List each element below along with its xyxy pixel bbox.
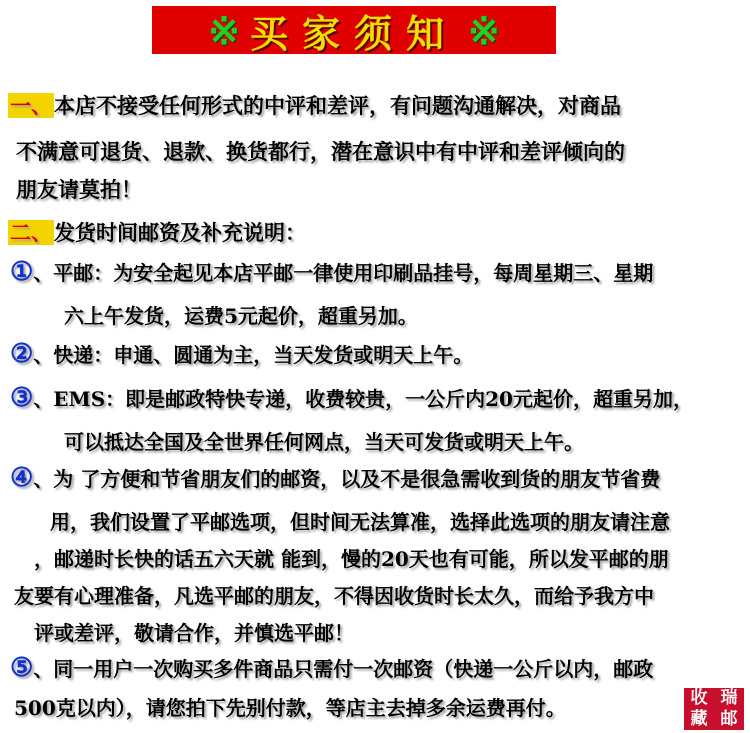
section2-label: 二、 (10, 220, 52, 245)
seal-char-4: 邮 (720, 709, 738, 729)
item5-line2 (14, 694, 566, 722)
item2-text-1: 、快递：申通、圆通为主，当天发货或明天上午。 (33, 343, 474, 367)
item4-line5 (34, 619, 354, 647)
item2-number: ② (10, 339, 34, 369)
section1-line1 (8, 92, 621, 120)
reference-mark-left: ※ (208, 7, 240, 53)
item4-line4 (14, 582, 654, 610)
item4-line2 (50, 508, 670, 536)
shop-seal (684, 688, 744, 730)
item3-text-2: 可以抵达全国及全世界任何网点，当天可发货或明天上午。 (64, 430, 584, 454)
banner-title: 买家须知 (249, 10, 458, 56)
item5-text-1: 、同一用户一次购买多件商品只需付一次邮资（快递一公斤以内，邮政 (33, 657, 654, 681)
item1-text-2: 六上午发货，运费5元起价，超重另加。 (64, 304, 418, 328)
section1-text-1: 本店不接受任何形式的中评和差评，有问题沟通解决，对商品 (54, 93, 621, 118)
item4-text-5: 评或差评，敬请合作，并慎选平邮！ (34, 621, 354, 645)
title-banner (152, 6, 556, 54)
item4-text-2: 用，我们设置了平邮选项，但时间无法算准，选择此选项的朋友请注意 (50, 510, 670, 534)
item5-number: ⑤ (10, 653, 34, 683)
item1-number: ① (10, 257, 34, 287)
item4-text-4: 友要有心理准备，凡选平邮的朋友，不得因收货时长太久，而给予我方中 (14, 584, 654, 608)
seal-char-1: 收 (690, 688, 708, 708)
section2-heading-line (8, 219, 306, 247)
item4-line1 (10, 464, 660, 493)
item3-line1 (10, 384, 693, 413)
item3-text-1: 、EMS：即是邮政特快专递，收费较贵，一公斤内20元起价，超重另加， (33, 387, 693, 411)
section2-heading: 发货时间邮资及补充说明： (54, 220, 306, 245)
item4-text-3: ，邮递时长快的话五六天就 能到，慢的20天也有可能，所以发平邮的朋 (34, 547, 669, 571)
item1-line2 (64, 302, 418, 330)
item1-line1 (10, 258, 653, 287)
section1-line3 (16, 176, 142, 204)
section1-text-3: 朋友请莫拍！ (16, 177, 142, 202)
seal-char-2: 瑞 (720, 688, 738, 708)
item4-number: ④ (10, 463, 34, 493)
item1-text-1: 、平邮：为安全起见本店平邮一律使用印刷品挂号，每周星期三、星期 (33, 261, 654, 285)
section1-text-2: 不满意可退货、退款、换货都行，潜在意识中有中评和差评倾向的 (16, 139, 625, 164)
item3-line2 (64, 428, 584, 456)
item5-text-2: 500克以内），请您拍下先别付款，等店主去掉多余运费再付。 (14, 696, 566, 720)
section1-label: 一、 (10, 93, 52, 118)
item5-line1 (10, 654, 653, 683)
item4-line3 (34, 545, 669, 573)
seal-char-3: 藏 (690, 709, 708, 729)
item4-text-1: 、为 了方便和节省朋友们的邮资，以及不是很急需收到货的朋友节省费 (33, 467, 661, 491)
reference-mark-right: ※ (468, 7, 500, 53)
item3-number: ③ (10, 383, 34, 413)
section1-line2 (16, 138, 625, 166)
item2-line1 (10, 340, 473, 369)
